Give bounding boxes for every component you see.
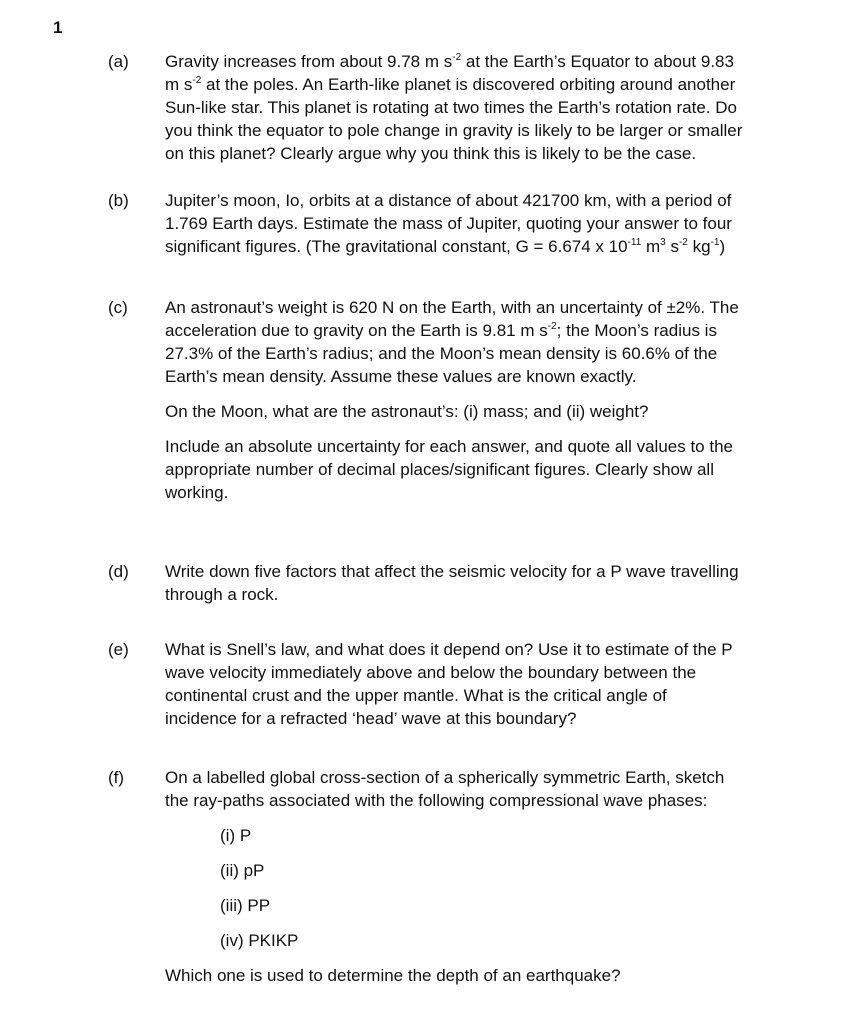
part-c-text: An astronaut’s weight is 620 N on the Earth, with an uncertainty of ±2%. The acceleration due to gravity on the Earth is 9.81 m $s^{-2}$; the Moon’s radius is 27.3% of the Earth’s radius; and the Moon’s mean density is 60.6% of the Earth’s mean density. Assume these values are known exactly. On the Moon, what are the astronaut’s: (i) mass; and (ii) weight? Include an absolute uncertainty for each answer, and quote all values to the appropriate number of decimal places/significant figures. Clearly show all working.	[165, 296, 805, 504]
part-d-label: (d)	[108, 562, 129, 581]
part-f-label: (f)	[108, 768, 125, 787]
phase-item: (i) P	[220, 826, 252, 845]
phase-item: (ii) pP	[220, 861, 265, 880]
part-c-label: (c)	[108, 298, 128, 317]
question-number: 1	[53, 18, 63, 37]
part-a-label: (a)	[108, 52, 129, 71]
phase-item: (iv) PKIKP	[220, 931, 299, 950]
part-c-question: On the Moon, what are the astronaut’s: (i) mass; and (ii) weight?	[165, 402, 649, 421]
part-d-text: Write down five factors that affect the seismic velocity for a P wave travelling through a rock.	[165, 562, 739, 604]
part-e-text: What is Snell’s law, and what does it depend on? Use it to estimate of the P wave velocity immediately above and below the boundary between the continental crust and the upper mantle. What is the critical angle of incidence for a refracted ‘head’ wave at this boundary?	[165, 640, 733, 728]
part-b-label: (b)	[108, 191, 129, 210]
part-f-text: On a labelled global cross-section of a spherically symmetric Earth, sketch the ray-paths associated with the following compressional wave phases: (i) P (ii) pP (iii) PP (iv) PKIKP Which one is used to determine the depth of an earthquake?	[165, 766, 805, 987]
part-f-closing-question: Which one is used to determine the depth of an earthquake?	[165, 966, 621, 985]
phase-item: (iii) PP	[220, 896, 271, 915]
part-e-label: (e)	[108, 640, 129, 659]
part-a-text: Gravity increases from about 9.78 m $s^{-2}$ at the Earth’s Equator to about 9.83 m $s^{-2}$ at the poles. An Earth-like planet is discovered orbiting around another Sun-like star. This planet is rotating at two times the Earth’s rotation rate. Do you think the equator to pole change in gravity is likely to be larger or smaller on this planet? Clearly argue why you think this is likely to be the case.	[165, 52, 743, 163]
part-b-text: Jupiter’s moon, Io, orbits at a distance of about 421700 km, with a period of 1.769 Earth days. Estimate the mass of Jupiter, quoting your answer to four significant figures. (The gravitational constant, G = 6.674 x $10^{-11}$ $m^3$ $s^{-2}$ $kg^{-1}$)	[165, 191, 732, 256]
